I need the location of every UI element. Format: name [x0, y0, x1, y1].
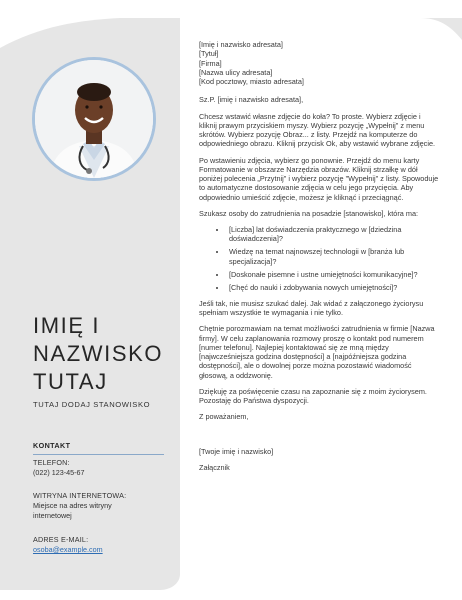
recipient-company[interactable]: [Firma] — [199, 58, 222, 68]
list-item[interactable]: • Wiedzę na temat najnowszej technologii w [branża lub specjalizacja]? — [227, 247, 439, 266]
paragraph-fit[interactable]: Jeśli tak, nie musisz szukać dalej. Jak widać z załączonego życiorysu spełniam wszystkie te wymagania i nie tylko. — [199, 298, 424, 318]
paragraph-requirements-intro[interactable]: Szukasz osoby do zatrudnienia na posadzie [stanowisko], która ma: — [199, 208, 419, 218]
website-block — [33, 491, 173, 521]
profile-photo[interactable] — [32, 57, 156, 181]
closing[interactable]: Z poważaniem, — [199, 412, 249, 422]
recipient-street[interactable]: [Nazwa ulicy adresata] — [199, 67, 273, 77]
paragraph-thanks[interactable]: Dziękuję za poświęcenie czasu na zapoznanie się z moim życiorysem. Pozostaję do Państwa dyspozycji. — [199, 386, 427, 406]
contact-heading: KONTAKT — [33, 441, 164, 455]
letter-body — [199, 40, 439, 479]
doctor-photo-icon — [35, 60, 153, 178]
website-value[interactable]: Miejsce na adres witryny internetowej — [33, 501, 112, 520]
recipient-name[interactable]: [Imię i nazwisko adresata] — [199, 40, 283, 49]
paragraph-photo-crop[interactable]: Po wstawieniu zdjęcia, wybierz go ponownie. Przejdź do menu karty Formatowanie w obszarze Narzędzia obrazów. Kliknij strzałkę w dół poniżej polecenia „Przytnij" i wybierz pozycję "Wypełnij" z listy. Spowoduje to automatyczne dostosowanie zdjęcia w celu jego przycięcia. Aby odpowiednio umieścić zdjęcie, możesz je kliknąć i przeciągnąć. — [199, 155, 439, 202]
list-item[interactable]: • [Doskonałe pisemne i ustne umiejętności komunikacyjne]? — [227, 270, 439, 279]
paragraph-photo-insert[interactable]: Chcesz wstawić własne zdjęcie do koła? To proste. Wybierz zdjęcie i kliknij prawym przyciskiem myszy. Wybierz pozycję „Wypełnij" z menu skrótów. Wybierz pozycję Obraz... z listy. Przejdź na komputerze do odpowiedniego obrazu. Kliknij przycisk Ok, aby wstawić wybrane zdjęcie. — [199, 111, 436, 149]
email-link[interactable]: osoba@example.com — [33, 545, 103, 554]
email-label: ADRES E-MAIL: — [33, 535, 89, 544]
top-right-band — [180, 0, 462, 40]
phone-label: TELEFON: — [33, 458, 70, 467]
candidate-name[interactable]: IMIĘ I NAZWISKO TUTAJ — [33, 313, 164, 394]
email-block — [33, 535, 173, 555]
website-label: WITRYNA INTERNETOWA: — [33, 491, 127, 500]
recipient-address — [199, 40, 439, 86]
recipient-title[interactable]: [Tytuł] — [199, 49, 219, 59]
paragraph-contact[interactable]: Chętnie porozmawiam na temat możliwości zatrudnienia w firmie [Nazwa firmy]. W celu zaplanowania rozmowy proszę o kontakt pod numerem [numer telefonu]. Najlepiej kontaktować się ze mną między [najwcześniejsza godzina dostępności] a [najpóźniejsza godzina dostępności], ale o dowolnej porze można pozostawić wiadomość głosową, a oddzwonię. — [199, 324, 435, 380]
requirements-list — [199, 225, 439, 292]
recipient-city[interactable]: [Kod pocztowy, miasto adresata] — [199, 77, 304, 87]
enclosure[interactable]: Załącznik — [199, 462, 230, 472]
salutation[interactable]: Sz.P. [imię i nazwisko adresata], — [199, 95, 304, 105]
list-item[interactable]: • [Chęć do nauki i zdobywania nowych umiejętności]? — [227, 283, 439, 292]
phone-value[interactable]: (022) 123-45-67 — [33, 468, 85, 477]
list-item[interactable]: • [Liczba] lat doświadczenia praktycznego w [dziedzina doświadczenia]? — [227, 225, 439, 244]
phone-block — [33, 458, 173, 478]
right-edge-band — [420, 18, 462, 40]
job-title[interactable]: TUTAJ DODAJ STANOWISKO — [33, 400, 151, 409]
signature[interactable]: [Twoje imię i nazwisko] — [199, 446, 274, 456]
